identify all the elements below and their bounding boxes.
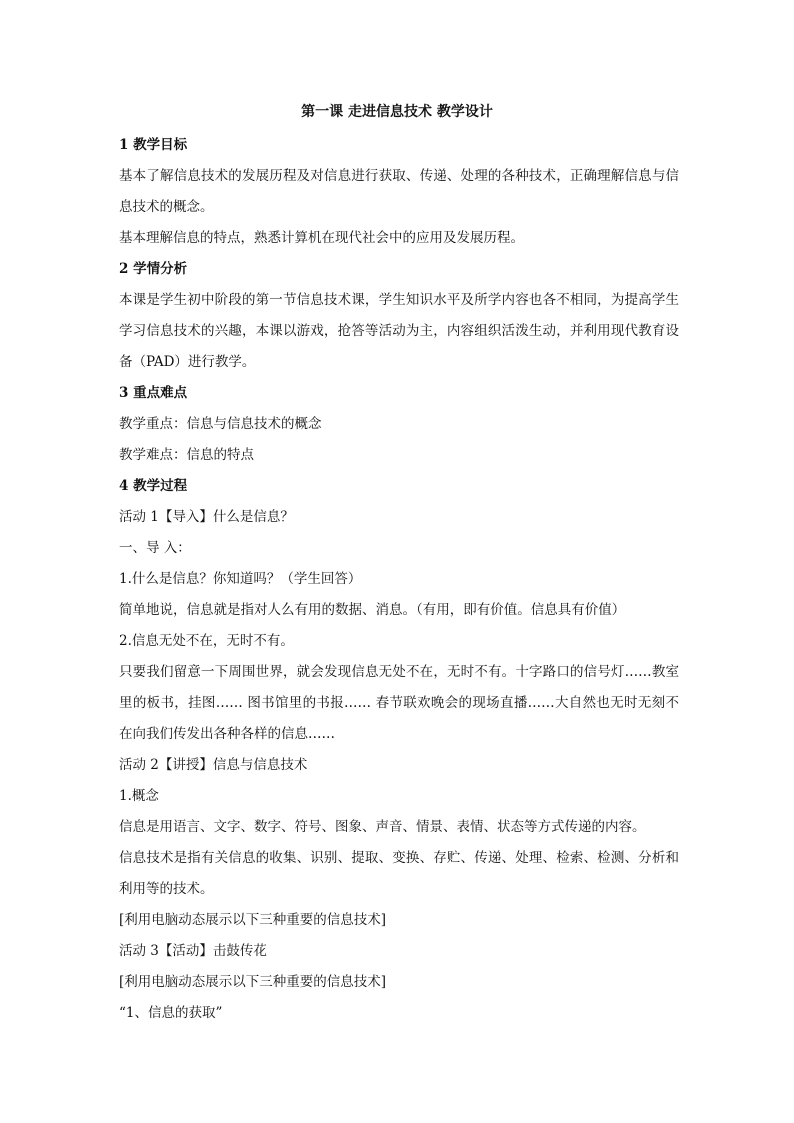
question-1: 1.什么是信息？你知道吗？（学生回答） xyxy=(119,571,362,587)
answer-1: 简单地说，信息就是指对人么有用的数据、消息。（有用，即有价值。信息具有价值） xyxy=(119,602,626,618)
activity-2-title: 活动 2【讲授】信息与信息技术 xyxy=(119,757,308,773)
answer-2: 只要我们留意一下周围世界，就会发现信息无处不在，无时不有。十字路口的信号灯……教室里的板书，挂图…… 图书馆里的书报…… 春节联欢晚会的现场直播……大自然也无时无刻不在向我们传发出各种各样的信息…… xyxy=(119,664,679,742)
section-heading-goals: 1 教学目标 xyxy=(119,137,188,153)
goals-paragraph-2: 基本理解信息的特点，熟悉计算机在现代社会中的应用及发展历程。 xyxy=(119,230,524,246)
list-item-information-acquisition: “1、信息的获取” xyxy=(119,1005,223,1021)
goals-paragraph-1: 基本了解信息技术的发展历程及对信息进行获取、传递、处理的各种技术，正确理解信息与信息技术的概念。 xyxy=(119,168,679,215)
definition-information-technology: 信息技术是指有关信息的收集、识别、提取、变换、存贮、传递、处理、检索、检测、分析和利用等的技术。 xyxy=(119,850,679,897)
section-heading-analysis: 2 学情分析 xyxy=(119,261,188,277)
section-heading-key-points: 3 重点难点 xyxy=(119,385,188,401)
note-1: [利用电脑动态展示以下三种重要的信息技术] xyxy=(119,912,387,928)
key-point-difficulty: 教学难点：信息的特点 xyxy=(119,447,254,463)
question-2: 2.信息无处不在，无时不有。 xyxy=(119,633,294,649)
note-2: [利用电脑动态展示以下三种重要的信息技术] xyxy=(119,974,387,990)
concept-label: 1.概念 xyxy=(119,788,159,804)
intro-label: 一、导 入： xyxy=(119,540,191,556)
key-point-focus: 教学重点：信息与信息技术的概念 xyxy=(119,416,322,432)
activity-3-title: 活动 3【活动】击鼓传花 xyxy=(119,943,267,959)
analysis-paragraph: 本课是学生初中阶段的第一节信息技术课，学生知识水平及所学内容也各不相同，为提高学生学习信息技术的兴趣，本课以游戏，抢答等活动为主，内容组织活泼生动，并利用现代教育设备（PAD）进行教学。 xyxy=(119,292,679,370)
document-title: 第一课 走进信息技术 教学设计 xyxy=(301,104,493,120)
document-body xyxy=(119,130,679,1029)
definition-information: 信息是用语言、文字、数字、符号、图象、声音、情景、表情、状态等方式传递的内容。 xyxy=(119,819,646,835)
section-heading-process: 4 教学过程 xyxy=(119,478,188,494)
activity-1-title: 活动 1【导入】什么是信息？ xyxy=(119,509,294,525)
